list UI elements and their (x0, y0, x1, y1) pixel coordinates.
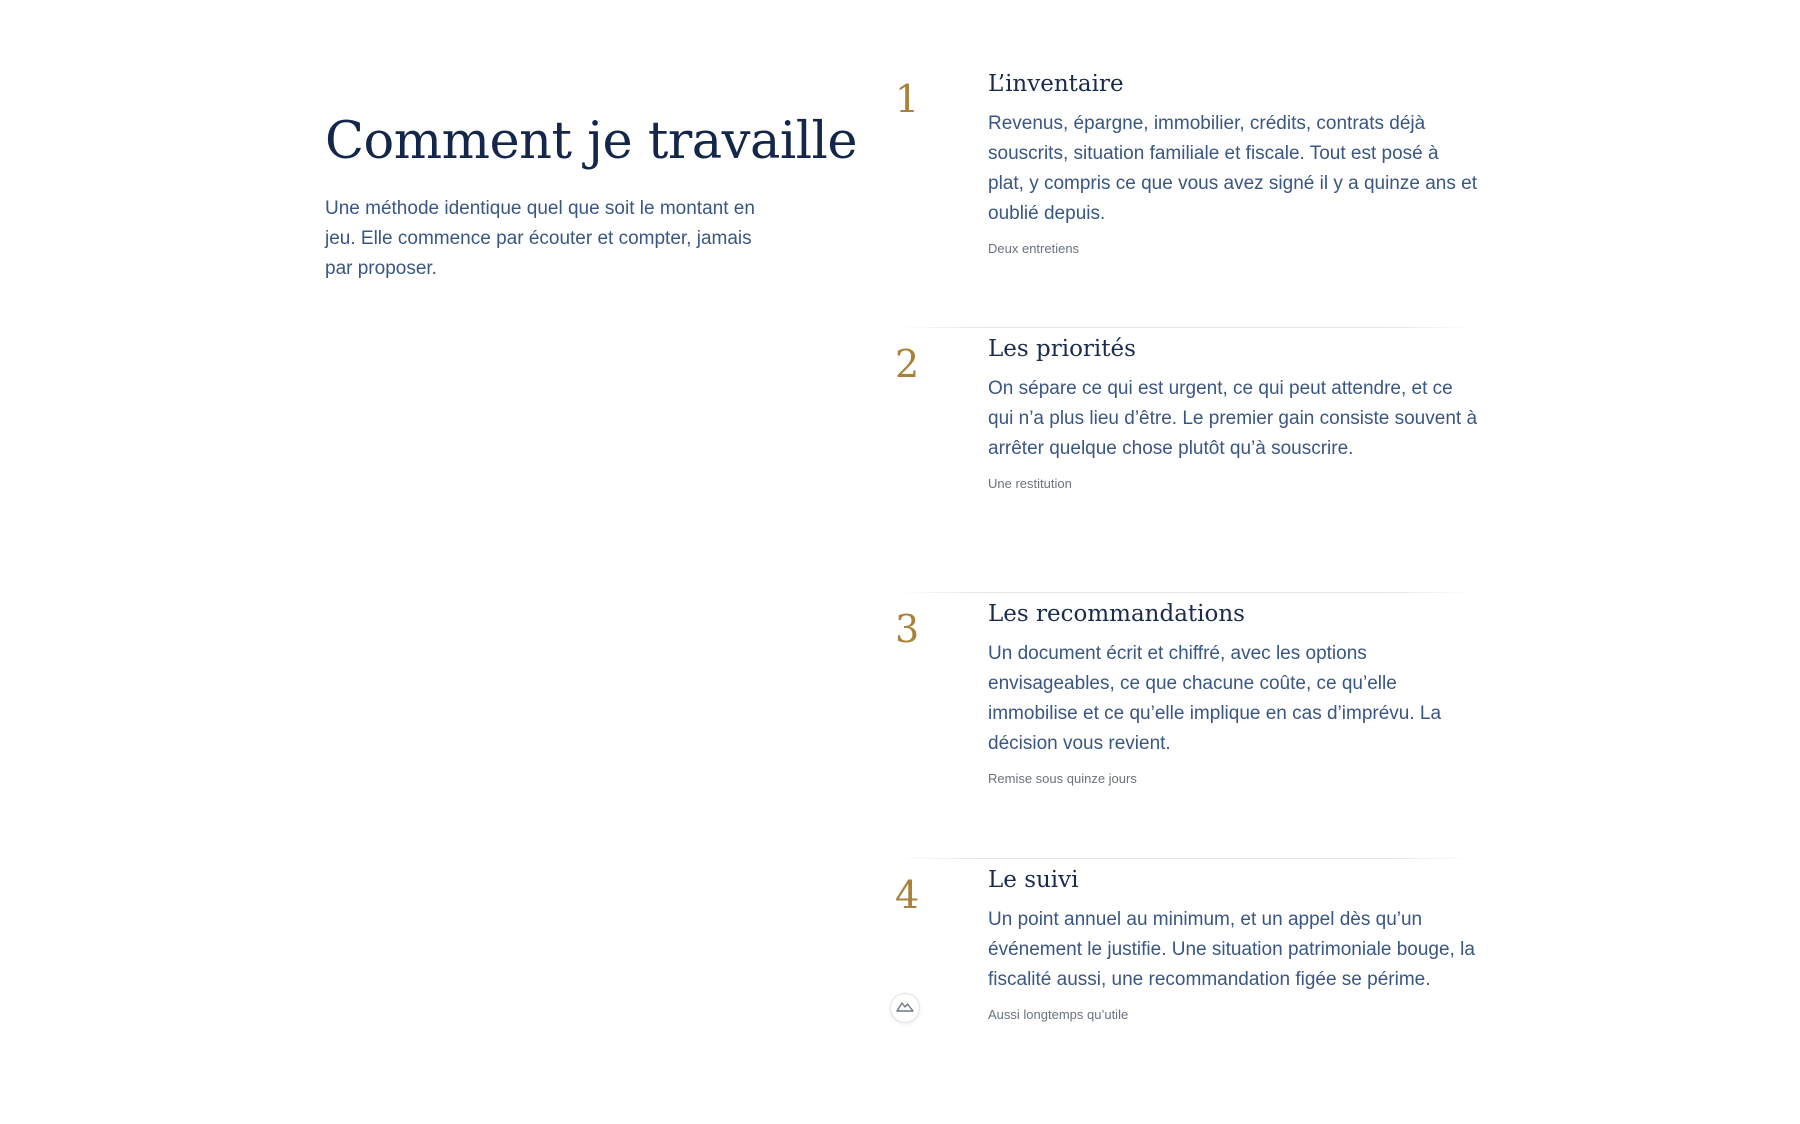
intro-description: Une méthode identique quel que soit le montant en jeu. Elle commence par écouter et compter, jamais par proposer. (325, 198, 755, 279)
step-duration: Aussi longtemps qu’utile (988, 1007, 1129, 1022)
step-number: 1 (895, 77, 920, 121)
step-item-inventaire (895, 63, 1475, 328)
step-description: Un document écrit et chiffré, avec les options envisageables, ce que chacune coûte, ce qu’elle immobilise et ce qu’elle implique en cas d’imprévu. La décision vous revient. (988, 643, 1442, 754)
mountain-logo-icon (896, 1000, 914, 1012)
step-content (988, 859, 1478, 1025)
step-item-recommandations (895, 593, 1475, 859)
step-title: L’inventaire (988, 71, 1124, 97)
step-title: Les priorités (988, 336, 1136, 362)
page-title: Comment je travaille (325, 112, 857, 171)
step-content (988, 63, 1478, 259)
intro-section (325, 108, 857, 284)
step-duration: Remise sous quinze jours (988, 771, 1137, 786)
step-description: On sépare ce qui est urgent, ce qui peut attendre, et ce qui n’a plus lieu d’être. Le premier gain consiste souvent à arrêter quelque chose plutôt qu’à souscrire. (988, 378, 1478, 459)
step-title: Le suivi (988, 867, 1079, 893)
step-number: 2 (895, 342, 920, 386)
step-description: Un point annuel au minimum, et un appel dès qu’un événement le justifie. Une situation patrimoniale bouge, la fiscalité aussi, une recommandation figée se périme. (988, 909, 1475, 990)
step-number: 4 (895, 873, 920, 917)
step-description: Revenus, épargne, immobilier, crédits, contrats déjà souscrits, situation familiale et fiscale. Tout est posé à plat, y compris ce que vous avez signé il y a quinze ans et oublié depuis. (988, 113, 1477, 224)
step-item-priorites (895, 328, 1478, 593)
step-item-suivi (895, 859, 1475, 1124)
step-duration: Une restitution (988, 476, 1072, 491)
floating-badge-button[interactable] (890, 993, 920, 1023)
step-title: Les recommandations (988, 601, 1245, 627)
step-number: 3 (895, 607, 920, 651)
step-content (988, 328, 1478, 494)
steps-list (895, 63, 1478, 1124)
step-duration: Deux entretiens (988, 241, 1080, 256)
step-content (988, 593, 1478, 789)
